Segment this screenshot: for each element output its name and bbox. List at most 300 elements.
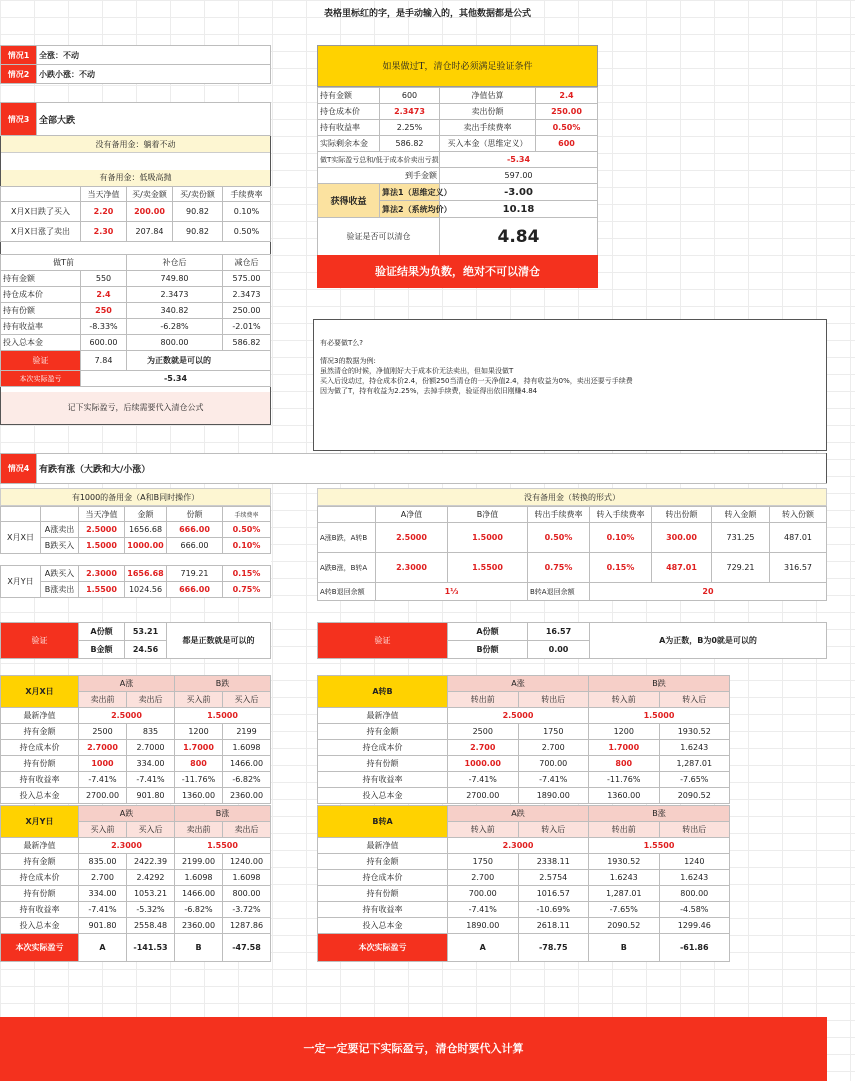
table-cell: 净值估算 bbox=[440, 88, 536, 104]
a-share-val: 53.21 bbox=[125, 623, 167, 641]
explain-line: 因为做了T，持有收益为2.25%，去掉手续费，验证得出依旧刚赚4.84 bbox=[320, 387, 538, 395]
table-cell: 300.00 bbox=[652, 523, 712, 553]
table-cell: 2.3473 bbox=[223, 287, 271, 303]
nav-value: 1.5500 bbox=[175, 838, 271, 854]
table-cell: B跌买入 bbox=[41, 538, 79, 554]
table-cell: 2338.11 bbox=[518, 854, 589, 870]
table-cell: 1360.00 bbox=[175, 788, 223, 804]
tx-label: X月X日 bbox=[1, 676, 79, 708]
table-cell: 250 bbox=[81, 303, 127, 319]
table-cell: -3.72% bbox=[223, 902, 271, 918]
table-cell: 2422.39 bbox=[127, 854, 175, 870]
b-amount-val: 24.56 bbox=[125, 641, 167, 659]
table-cell: 700.00 bbox=[448, 886, 519, 902]
table-cell: 持有份额 bbox=[318, 886, 448, 902]
sub-header: 买入前 bbox=[79, 822, 127, 838]
table-cell: 持有份额 bbox=[1, 303, 81, 319]
nav-value: 2.5000 bbox=[448, 708, 589, 724]
sub-header: 转入后 bbox=[659, 692, 730, 708]
table-cell: 1000.00 bbox=[125, 538, 167, 554]
table-cell: 买入本金（思维定义） bbox=[440, 136, 536, 152]
verify-note: 都是正数就是可以的 bbox=[167, 623, 271, 659]
table-cell: -2.01% bbox=[223, 319, 271, 335]
table-cell: 0.75% bbox=[223, 582, 271, 598]
table-cell: 1.6243 bbox=[659, 740, 730, 756]
table-cell: 1.6243 bbox=[659, 870, 730, 886]
table-cell: 200.00 bbox=[127, 202, 173, 222]
table-cell: 持仓成本价 bbox=[318, 104, 380, 120]
check-val: 4.84 bbox=[440, 218, 598, 256]
table-cell: 2.7000 bbox=[127, 740, 175, 756]
actual-a: A bbox=[79, 934, 127, 962]
table-cell: 586.82 bbox=[380, 136, 440, 152]
case3-has-reserve: 有备用金：低吸高抛 bbox=[1, 170, 270, 186]
table-cell: 487.01 bbox=[770, 523, 827, 553]
table-cell: 2.3473 bbox=[127, 287, 223, 303]
table-cell: 1000.00 bbox=[448, 756, 519, 772]
table-cell: 1053.21 bbox=[127, 886, 175, 902]
table-header: 转出份额 bbox=[652, 507, 712, 523]
table-cell: 1000 bbox=[79, 756, 127, 772]
table-cell: 持有份额 bbox=[1, 756, 79, 772]
tx-table bbox=[0, 805, 271, 962]
table-cell: 1930.52 bbox=[589, 854, 660, 870]
verify-label: 验证 bbox=[1, 623, 79, 659]
table-cell: 2.700 bbox=[448, 740, 519, 756]
table-cell: -7.41% bbox=[79, 902, 127, 918]
table-cell: A跌B涨，B转A bbox=[318, 553, 376, 583]
tx-label: A转B bbox=[318, 676, 448, 708]
b-share-label: B份额 bbox=[448, 641, 528, 659]
tx-table-left-x bbox=[0, 675, 271, 804]
sub-header: 转入前 bbox=[589, 692, 660, 708]
tx-table-right-y bbox=[317, 805, 730, 962]
table-cell: 1024.56 bbox=[125, 582, 167, 598]
table-cell: 持有份额 bbox=[1, 886, 79, 902]
tx-table bbox=[0, 675, 271, 804]
b-amount-label: B金额 bbox=[79, 641, 125, 659]
table-cell: 250.00 bbox=[223, 303, 271, 319]
case3-th3: 减仓后 bbox=[223, 255, 271, 271]
table-cell: 2700.00 bbox=[79, 788, 127, 804]
explain-line: 虽然清仓的时候，净值刚好大于成本价无法卖出，但如果没做T bbox=[320, 367, 514, 375]
tx-label: B转A bbox=[318, 806, 448, 838]
nav-value: 1.5000 bbox=[589, 708, 730, 724]
gain-label: 获得收益 bbox=[318, 184, 380, 218]
table-cell: 1.7000 bbox=[589, 740, 660, 756]
table-cell: 0.50% bbox=[536, 120, 598, 136]
sub-header: 卖出后 bbox=[127, 692, 175, 708]
table-cell: 600.00 bbox=[81, 335, 127, 351]
a-share-label: A份额 bbox=[79, 623, 125, 641]
group-header: A跌 bbox=[79, 806, 175, 822]
table-cell: 600 bbox=[380, 88, 440, 104]
table-cell: 835 bbox=[127, 724, 175, 740]
table-header: 转入手续费率 bbox=[590, 507, 652, 523]
case3-tag: 情况3 bbox=[1, 103, 37, 136]
nav-label: 最新净值 bbox=[1, 838, 79, 854]
back-b-label: B转A退回余额 bbox=[528, 583, 590, 601]
table-cell: -7.41% bbox=[127, 772, 175, 788]
explain-line: 买入后没动过，持仓成本价2.4，份额250当清仓的一天净值2.4，持有收益为0%，卖出还要亏手续费 bbox=[320, 377, 633, 385]
table-cell: 666.00 bbox=[167, 582, 223, 598]
table-cell: 1890.00 bbox=[518, 788, 589, 804]
table-cell: 1240 bbox=[659, 854, 730, 870]
t-total-val: -5.34 bbox=[440, 152, 598, 168]
verify-note: A为正数，B为0就是可以的 bbox=[590, 623, 827, 659]
table-cell: 1299.46 bbox=[659, 918, 730, 934]
sub-header: 转出后 bbox=[518, 692, 589, 708]
algo2-val: 10.18 bbox=[440, 201, 598, 218]
table-cell: 835.00 bbox=[79, 854, 127, 870]
table-cell: 2090.52 bbox=[659, 788, 730, 804]
table-cell: 持有收益率 bbox=[318, 772, 448, 788]
case3-verify-note: 为正数就是可以的 bbox=[127, 351, 271, 371]
tx-table-right-x bbox=[317, 675, 730, 804]
case3-remark: 记下实际盈亏，后续需要代入清仓公式 bbox=[1, 392, 270, 424]
table-cell: 1200 bbox=[589, 724, 660, 740]
table-cell: 投入总本金 bbox=[1, 335, 81, 351]
actual-b: B bbox=[589, 934, 660, 962]
group-header: A跌 bbox=[448, 806, 589, 822]
t-total-label: 做T实际盈亏总和/低于成本价卖出亏损 bbox=[318, 152, 440, 168]
table-cell: 2199 bbox=[223, 724, 271, 740]
tx-label: X月Y日 bbox=[1, 806, 79, 838]
case3-actual-val: -5.34 bbox=[81, 371, 271, 387]
table-cell: 0.10% bbox=[590, 523, 652, 553]
table-cell: 550 bbox=[81, 271, 127, 287]
validate-title: 如果做过T，清仓时必须满足验证条件 bbox=[317, 45, 598, 87]
case2-text: 小跌小涨：不动 bbox=[37, 65, 271, 84]
tx-table bbox=[317, 675, 730, 804]
table-cell: 卖出份额 bbox=[440, 104, 536, 120]
b-share-val: 0.00 bbox=[528, 641, 590, 659]
table-cell: 316.57 bbox=[770, 553, 827, 583]
table-cell: A跌买入 bbox=[41, 566, 79, 582]
table-cell: 487.01 bbox=[652, 553, 712, 583]
case4-right-verify bbox=[317, 622, 827, 659]
table-cell: 1.6098 bbox=[175, 870, 223, 886]
table-cell: 持有金额 bbox=[318, 724, 448, 740]
table-cell: 800.00 bbox=[659, 886, 730, 902]
table-cell: 0.50% bbox=[223, 522, 271, 538]
sub-header: 转出前 bbox=[589, 822, 660, 838]
table-cell: 2.700 bbox=[79, 870, 127, 886]
table-cell: -5.32% bbox=[127, 902, 175, 918]
sub-header: 卖出后 bbox=[223, 822, 271, 838]
table-cell: 586.82 bbox=[223, 335, 271, 351]
table-cell: 2090.52 bbox=[589, 918, 660, 934]
actual-b: B bbox=[175, 934, 223, 962]
validate-table bbox=[317, 87, 598, 256]
case3-trade-table bbox=[0, 186, 271, 242]
table-cell: 持有收益率 bbox=[1, 319, 81, 335]
footer-banner: 一定一定要记下实际盈亏，清仓时要代入计算 bbox=[0, 1017, 827, 1081]
table-cell: 1.5500 bbox=[448, 553, 528, 583]
table-cell: 2.3473 bbox=[380, 104, 440, 120]
table-cell: 90.82 bbox=[173, 202, 223, 222]
table-cell: -11.76% bbox=[589, 772, 660, 788]
table-cell: 666.00 bbox=[167, 522, 223, 538]
table-cell: 投入总本金 bbox=[1, 918, 79, 934]
table-header: 转入份额 bbox=[770, 507, 827, 523]
group-header: A涨 bbox=[448, 676, 589, 692]
explain-question: 有必要做T么? bbox=[320, 339, 363, 347]
case3-h3: 买/卖份额 bbox=[173, 187, 223, 202]
table-cell: 2500 bbox=[79, 724, 127, 740]
table-cell: 实际剩余本金 bbox=[318, 136, 380, 152]
case3-verify: 验证 bbox=[1, 351, 81, 371]
table-cell: -7.41% bbox=[448, 902, 519, 918]
table-cell: -7.65% bbox=[659, 772, 730, 788]
group-header: B跌 bbox=[175, 676, 271, 692]
case4-right-subtitle: 没有备用金（转换的形式） bbox=[317, 488, 827, 506]
table-cell: 卖出手续费率 bbox=[440, 120, 536, 136]
table-cell: A涨卖出 bbox=[41, 522, 79, 538]
table-cell: 2.3000 bbox=[376, 553, 448, 583]
group-header: B跌 bbox=[589, 676, 730, 692]
table-cell: 90.82 bbox=[173, 222, 223, 242]
table-cell: 700.00 bbox=[518, 756, 589, 772]
table-cell: 800 bbox=[175, 756, 223, 772]
table-cell: 投入总本金 bbox=[318, 918, 448, 934]
sub-header: 买入后 bbox=[127, 822, 175, 838]
table-cell: -6.28% bbox=[127, 319, 223, 335]
table-cell: 2.3000 bbox=[79, 566, 125, 582]
table-cell: A涨B跌，A转B bbox=[318, 523, 376, 553]
table-header: 手续费率 bbox=[223, 507, 271, 522]
table-cell: 1287.86 bbox=[223, 918, 271, 934]
table-cell: 901.80 bbox=[79, 918, 127, 934]
table-cell: 持有金额 bbox=[318, 88, 380, 104]
case3-title: 全部大跌 bbox=[37, 103, 271, 136]
table-cell: 1.7000 bbox=[175, 740, 223, 756]
table-cell: 1656.68 bbox=[125, 522, 167, 538]
arrival-label: 到手金额 bbox=[318, 168, 440, 184]
table-cell: 1,287.01 bbox=[589, 886, 660, 902]
nav-label: 最新净值 bbox=[1, 708, 79, 724]
table-cell: 250.00 bbox=[536, 104, 598, 120]
table-cell: -11.76% bbox=[175, 772, 223, 788]
table-cell: 持仓成本价 bbox=[318, 740, 448, 756]
table-cell: 持仓成本价 bbox=[318, 870, 448, 886]
table-header: A净值 bbox=[376, 507, 448, 523]
table-header: B净值 bbox=[448, 507, 528, 523]
algo2-label: 算法2（系统均价） bbox=[380, 201, 440, 218]
table-cell: 340.82 bbox=[127, 303, 223, 319]
case4-right-table bbox=[317, 506, 827, 601]
top-note: 表格里标红的字，是手动输入的，其他数据都是公式 bbox=[323, 9, 531, 19]
table-cell: 2558.48 bbox=[127, 918, 175, 934]
table-cell: X月Y日 bbox=[1, 566, 41, 598]
case3-h1: 当天净值 bbox=[81, 187, 127, 202]
sub-header: 卖出前 bbox=[175, 822, 223, 838]
table-cell: 575.00 bbox=[223, 271, 271, 287]
table-cell: 0.50% bbox=[223, 222, 271, 242]
table-cell: 持有金额 bbox=[1, 854, 79, 870]
back-a-label: A转B退回余额 bbox=[318, 583, 376, 601]
table-cell: 持仓成本价 bbox=[1, 740, 79, 756]
table-cell: 持有收益率 bbox=[318, 902, 448, 918]
table-cell: 1656.68 bbox=[125, 566, 167, 582]
case3-th0: 做T前 bbox=[1, 255, 127, 271]
table-cell: 1750 bbox=[448, 854, 519, 870]
table-cell: 1466.00 bbox=[175, 886, 223, 902]
table-cell: -8.33% bbox=[81, 319, 127, 335]
table-cell: 1466.00 bbox=[223, 756, 271, 772]
table-cell: 1.5000 bbox=[448, 523, 528, 553]
case3-th2: 补仓后 bbox=[127, 255, 223, 271]
group-header: A涨 bbox=[79, 676, 175, 692]
table-cell: 2199.00 bbox=[175, 854, 223, 870]
sub-header: 转出后 bbox=[659, 822, 730, 838]
table-cell: 2618.11 bbox=[518, 918, 589, 934]
case4-title: 有跌有涨（大跌和大/小涨） bbox=[37, 454, 827, 484]
table-cell: 1750 bbox=[518, 724, 589, 740]
table-cell: 207.84 bbox=[127, 222, 173, 242]
a-share-label: A份额 bbox=[448, 623, 528, 641]
nav-value: 2.3000 bbox=[79, 838, 175, 854]
nav-label: 最新净值 bbox=[318, 838, 448, 854]
case1-tag: 情况1 bbox=[1, 46, 37, 65]
table-cell: 1890.00 bbox=[448, 918, 519, 934]
table-cell: 持有金额 bbox=[318, 854, 448, 870]
table-cell: X月X日涨了卖出 bbox=[1, 222, 81, 242]
table-cell: 持有收益率 bbox=[1, 772, 79, 788]
table-cell: 600 bbox=[536, 136, 598, 152]
table-cell: 2.25% bbox=[380, 120, 440, 136]
table-cell: 2.5000 bbox=[79, 522, 125, 538]
nav-value: 1.5500 bbox=[589, 838, 730, 854]
case3-actual: 本次实际盈亏 bbox=[1, 371, 81, 387]
table-cell: 0.15% bbox=[223, 566, 271, 582]
table-cell: 800 bbox=[589, 756, 660, 772]
table-cell: 901.80 bbox=[127, 788, 175, 804]
table-cell: -6.82% bbox=[175, 902, 223, 918]
actual-label: 本次实际盈亏 bbox=[318, 934, 448, 962]
a-share-val: 16.57 bbox=[528, 623, 590, 641]
case4-left-verify bbox=[0, 622, 271, 659]
table-header: 份额 bbox=[167, 507, 223, 522]
table-cell: 持有收益率 bbox=[1, 902, 79, 918]
table-cell: -7.41% bbox=[518, 772, 589, 788]
check-label: 验证是否可以清仓 bbox=[318, 218, 440, 256]
actual-b-val: -47.58 bbox=[223, 934, 271, 962]
case3-no-reserve: 没有备用金：躺着不动 bbox=[1, 136, 270, 153]
back-b-val: 20 bbox=[590, 583, 827, 601]
sub-header: 转入前 bbox=[448, 822, 519, 838]
group-header: B涨 bbox=[175, 806, 271, 822]
table-cell: 0.15% bbox=[590, 553, 652, 583]
table-cell: X月X日 bbox=[1, 522, 41, 554]
verify-label: 验证 bbox=[318, 623, 448, 659]
table-cell: 持有份额 bbox=[318, 756, 448, 772]
case3-h2: 买/卖金额 bbox=[127, 187, 173, 202]
nav-label: 最新净值 bbox=[318, 708, 448, 724]
table-cell: 1240.00 bbox=[223, 854, 271, 870]
table-cell: 334.00 bbox=[79, 886, 127, 902]
table-cell: 800.00 bbox=[223, 886, 271, 902]
algo1-val: -3.00 bbox=[440, 184, 598, 201]
table-cell: 投入总本金 bbox=[1, 788, 79, 804]
actual-a: A bbox=[448, 934, 519, 962]
case3-h0 bbox=[1, 187, 81, 202]
table-cell: 2360.00 bbox=[223, 788, 271, 804]
case3-verify-val: 7.84 bbox=[81, 351, 127, 371]
table-cell: -6.82% bbox=[223, 772, 271, 788]
table-cell: 1200 bbox=[175, 724, 223, 740]
nav-value: 2.5000 bbox=[79, 708, 175, 724]
table-cell: 0.10% bbox=[223, 538, 271, 554]
table-header: 转入金额 bbox=[712, 507, 770, 523]
actual-label: 本次实际盈亏 bbox=[1, 934, 79, 962]
table-cell: -7.41% bbox=[79, 772, 127, 788]
tx-table bbox=[317, 805, 730, 962]
table-cell: 1.5500 bbox=[79, 582, 125, 598]
sub-header: 买入后 bbox=[223, 692, 271, 708]
table-cell: 0.10% bbox=[223, 202, 271, 222]
case4-tag: 情况4 bbox=[1, 454, 37, 484]
case4-left-subtitle: 有1000的备用金（A和B同时操作） bbox=[0, 488, 271, 506]
table-cell: 持有收益率 bbox=[318, 120, 380, 136]
table-cell: 749.80 bbox=[127, 271, 223, 287]
case1-2-table bbox=[0, 45, 271, 84]
table-cell: 731.25 bbox=[712, 523, 770, 553]
actual-a-val: -141.53 bbox=[127, 934, 175, 962]
table-cell: 0.75% bbox=[528, 553, 590, 583]
table-cell: 2.4 bbox=[536, 88, 598, 104]
table-cell: -10.69% bbox=[518, 902, 589, 918]
sub-header: 卖出前 bbox=[79, 692, 127, 708]
table-cell: 持有金额 bbox=[1, 724, 79, 740]
group-header: B涨 bbox=[589, 806, 730, 822]
table-cell: 持有金额 bbox=[1, 271, 81, 287]
nav-value: 2.3000 bbox=[448, 838, 589, 854]
table-cell: -7.65% bbox=[589, 902, 660, 918]
table-cell: 334.00 bbox=[127, 756, 175, 772]
table-cell: 2.20 bbox=[81, 202, 127, 222]
explain-box bbox=[313, 319, 827, 451]
table-cell: 0.50% bbox=[528, 523, 590, 553]
table-cell: X月X日跌了买入 bbox=[1, 202, 81, 222]
table-cell: 666.00 bbox=[167, 538, 223, 554]
table-cell: 1930.52 bbox=[659, 724, 730, 740]
table-cell: 800.00 bbox=[127, 335, 223, 351]
table-cell: 投入总本金 bbox=[318, 788, 448, 804]
sub-header: 买入前 bbox=[175, 692, 223, 708]
table-cell: 729.21 bbox=[712, 553, 770, 583]
nav-value: 1.5000 bbox=[175, 708, 271, 724]
table-cell: 2700.00 bbox=[448, 788, 519, 804]
table-cell: 1016.57 bbox=[518, 886, 589, 902]
validate-result: 验证结果为负数，绝对不可以清仓 bbox=[317, 255, 598, 288]
sub-header: 转入后 bbox=[518, 822, 589, 838]
case3-t-table bbox=[0, 254, 271, 387]
table-cell: 1,287.01 bbox=[659, 756, 730, 772]
case3-h4: 手续费率 bbox=[223, 187, 271, 202]
table-cell: 2.5754 bbox=[518, 870, 589, 886]
table-cell: 2.4 bbox=[81, 287, 127, 303]
explain-line: 情况3的数据为例: bbox=[320, 357, 376, 365]
case4-left-table bbox=[0, 506, 271, 598]
table-cell: 2.700 bbox=[448, 870, 519, 886]
table-cell: 2.5000 bbox=[376, 523, 448, 553]
table-cell: -4.58% bbox=[659, 902, 730, 918]
table-cell: 持仓成本价 bbox=[1, 287, 81, 303]
table-cell: 1.5000 bbox=[79, 538, 125, 554]
table-cell: 2.4292 bbox=[127, 870, 175, 886]
table-cell: 1.6243 bbox=[589, 870, 660, 886]
